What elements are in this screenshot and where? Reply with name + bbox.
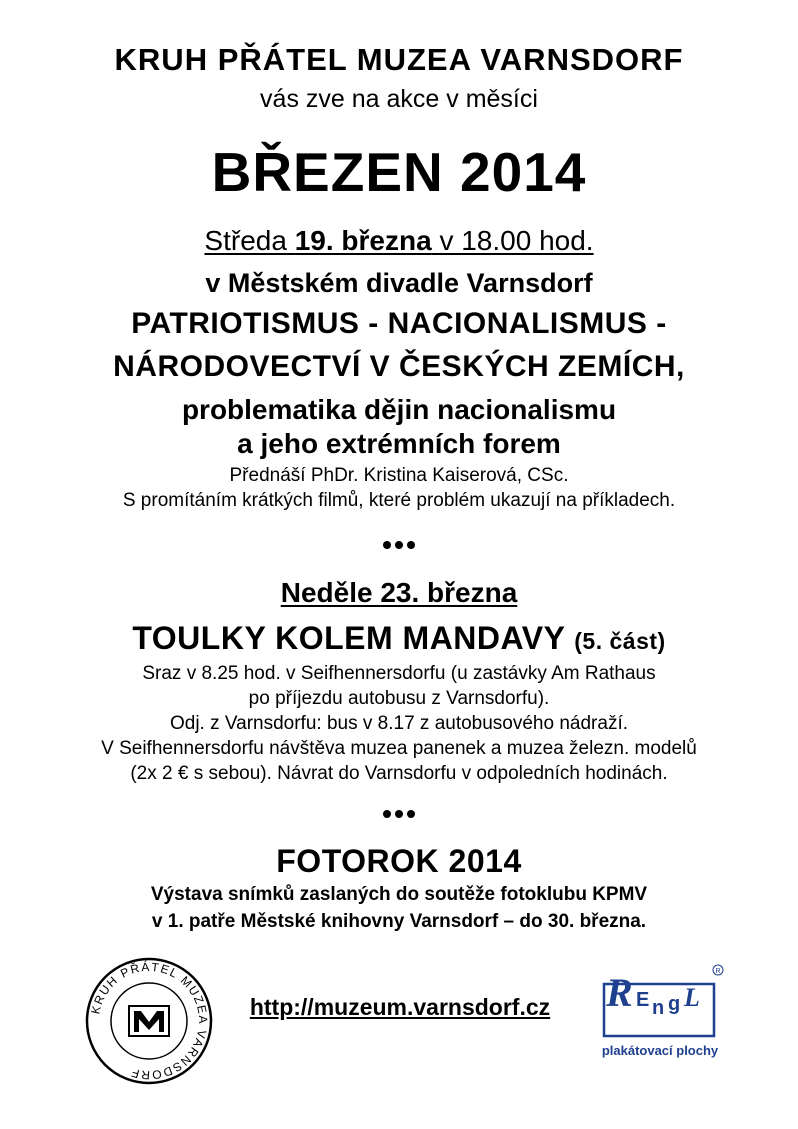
event1-subtitle-line2: a jeho extrémních forem [237,428,561,459]
svg-text:R: R [606,970,633,1015]
section-divider-dots [383,541,415,549]
svg-text:E: E [636,989,650,1011]
svg-text:L: L [684,983,700,1012]
event1-time: v 18.00 hod. [439,225,594,256]
event1-lecturer: Přednáší PhDr. Kristina Kaiserová, CSc. [229,465,569,486]
event1-subtitle-line1: problematika dějin nacionalismu [181,394,617,425]
organization-heading: KRUH PŘÁTEL MUZEA VARNSDORF [114,42,684,77]
event2-detail-line: V Seifhennersdorfu návštěva muzea panenek a muzea železn. modelů [101,738,697,759]
museum-website-link[interactable]: http://muzeum.varnsdorf.cz [249,994,551,1020]
section-divider-dots [383,810,415,818]
seal-text: KRUH PŘÁTEL MUZEA VARNSDORF [88,959,211,1083]
event3-title: FOTOROK 2014 [276,843,522,879]
event2-title-part: (5. část) [574,628,666,654]
event2-detail-line: Odj. z Varnsdorfu: bus v 8.17 z autobusového nádraží. [169,713,629,734]
event2-detail-line: Sraz v 8.25 hod. v Seifhennersdorfu (u zastávky Am Rathaus [142,663,656,684]
svg-text:g: g [668,993,681,1015]
event2-weekday: Neděle [280,577,373,608]
event1-note: S promítáním krátkých filmů, které problém ukazují na příkladech. [122,490,676,511]
event1-day: 19. března [294,225,432,256]
museum-seal-logo [84,956,214,1086]
event2-title-main: TOULKY KOLEM MANDAVY [132,620,565,656]
svg-text:R: R [715,968,721,975]
event3-detail-line2: v 1. patře Městské knihovny Varnsdorf – do 30. března. [151,911,647,932]
event1-weekday: Středa [204,225,287,256]
event2-detail-line: po příjezdu autobusu z Varnsdorfu). [248,688,550,709]
rengl-logo [596,962,726,1042]
event2-detail-line: (2x 2 € s sebou). Návrat do Varnsdorfu v odpoledních hodinách. [130,763,668,784]
month-title: BŘEZEN 2014 [211,141,587,203]
event2-day: 23. března [380,577,518,608]
event1-title-line2: NÁRODOVECTVÍ V ČESKÝCH ZEMÍCH, [113,350,685,383]
svg-text:n: n [652,997,665,1019]
rengl-caption: plakátovací plochy [601,1043,719,1058]
invitation-text: vás zve na akce v měsíci [260,85,538,113]
event2-title [0,620,798,657]
event1-title-line1: PATRIOTISMUS - NACIONALISMUS - [131,307,667,340]
event1-venue: v Městském divadle Varnsdorf [205,268,593,298]
event1-date [0,225,798,257]
event3-detail-line1: Výstava snímků zaslaných do soutěže fotoklubu KPMV [150,884,648,905]
event2-date [0,577,798,609]
